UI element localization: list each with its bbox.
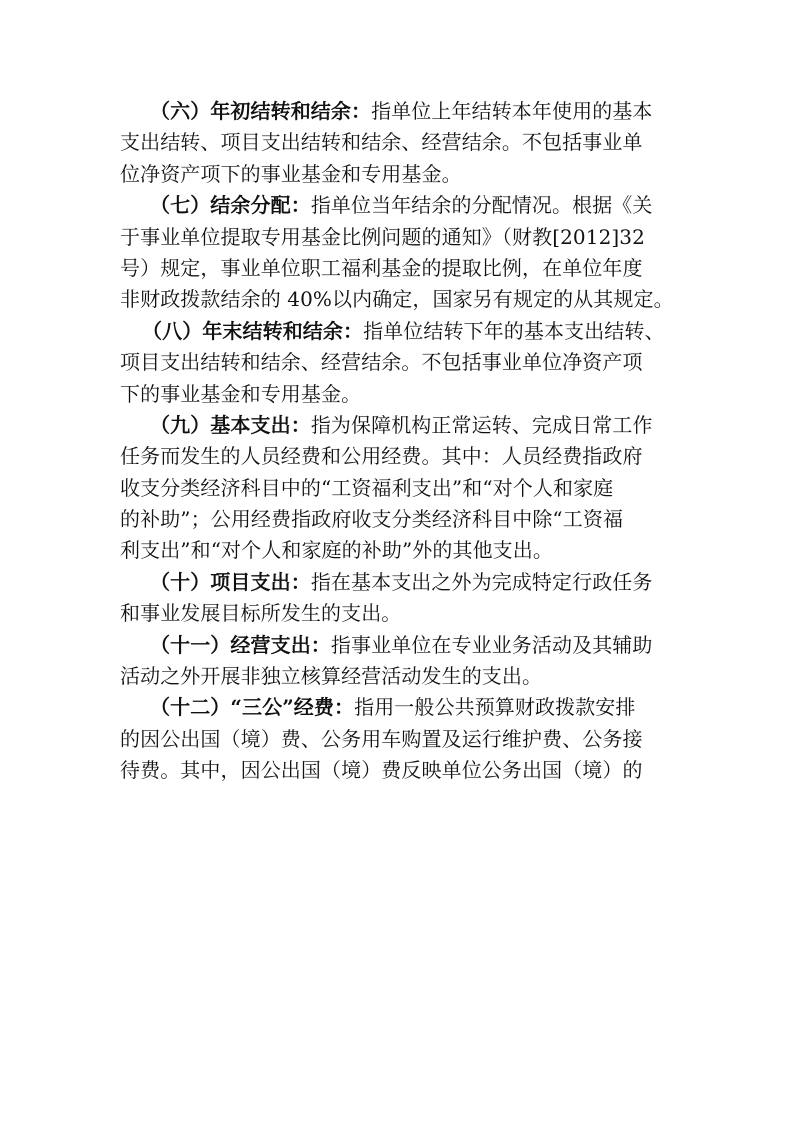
- paragraph-line: 任务而发生的人员经费和公用经费。其中：人员经费指政府: [120, 444, 643, 469]
- paragraph-line: 的因公出国（境）费、公务用车购置及运行维护费、公务接: [120, 726, 643, 751]
- paragraph-line: 位净资产项下的事业基金和专用基金。: [120, 161, 462, 186]
- section-term: （八）年末结转和结余：: [142, 318, 364, 343]
- paragraph-line: 下的事业基金和专用基金。: [120, 381, 362, 406]
- paragraph-text: 指在基本支出之外为完成特定行政任务: [310, 569, 653, 594]
- paragraph-line: 的补助”；公用经费指政府收支分类经济科目中除“工资福: [120, 507, 624, 532]
- paragraph-text: 指用一般公共预算财政拨款安排: [354, 695, 636, 720]
- paragraph-line: 于事业单位提取专用基金比例问题的通知》（财教[2012]32: [120, 224, 645, 249]
- section-term: （九）基本支出：: [150, 412, 311, 437]
- paragraph-first-line: [120, 692, 680, 723]
- document-page: [120, 96, 680, 787]
- section-term: （六）年初结转和结余：: [150, 99, 372, 123]
- paragraph-line: 非财政拨款结余的 40%以内确定，国家另有规定的从其规定。: [120, 287, 674, 312]
- paragraph-line: 和事业发展目标所发生的支出。: [120, 601, 402, 626]
- paragraph-line: 利支出”和“对个人和家庭的补助”外的其他支出。: [120, 538, 553, 563]
- paragraph-first-line: [120, 190, 680, 221]
- paragraph-first-line: [120, 96, 680, 127]
- paragraph-first-line: [120, 316, 680, 347]
- paragraph-line: 项目支出结转和结余、经营结余。不包括事业单位净资产项: [120, 350, 643, 375]
- paragraph-first-line: [120, 410, 680, 441]
- section-term: （十二）“三公”经费：: [150, 695, 355, 720]
- section-term: （十）项目支出：: [150, 569, 311, 594]
- paragraph-line: 收支分类经济科目中的“工资福利支出”和“对个人和家庭: [120, 475, 614, 500]
- paragraph-first-line: [120, 630, 680, 661]
- paragraph-first-line: [120, 567, 680, 598]
- paragraph-text: 指单位上年结转本年使用的基本: [371, 99, 653, 123]
- paragraph-text: 指事业单位在专业业务活动及其辅助: [330, 632, 653, 657]
- paragraph-line: 活动之外开展非独立核算经营活动发生的支出。: [120, 664, 543, 689]
- paragraph-line: 支出结转、项目支出结转和结余、经营结余。不包括事业单: [120, 130, 643, 155]
- section-term: （十一）经营支出：: [150, 632, 331, 657]
- paragraph-line: 待费。其中，因公出国（境）费反映单位公务出国（境）的: [120, 758, 643, 783]
- paragraph-text: 指单位当年结余的分配情况。根据《关: [310, 193, 653, 218]
- paragraph-text: 指单位结转下年的基本支出结转、: [363, 318, 665, 343]
- paragraph-line: 号）规定，事业单位职工福利基金的提取比例，在单位年度: [120, 255, 643, 280]
- paragraph-text: 指为保障机构正常运转、完成日常工作: [310, 412, 653, 437]
- section-term: （七）结余分配：: [150, 193, 311, 218]
